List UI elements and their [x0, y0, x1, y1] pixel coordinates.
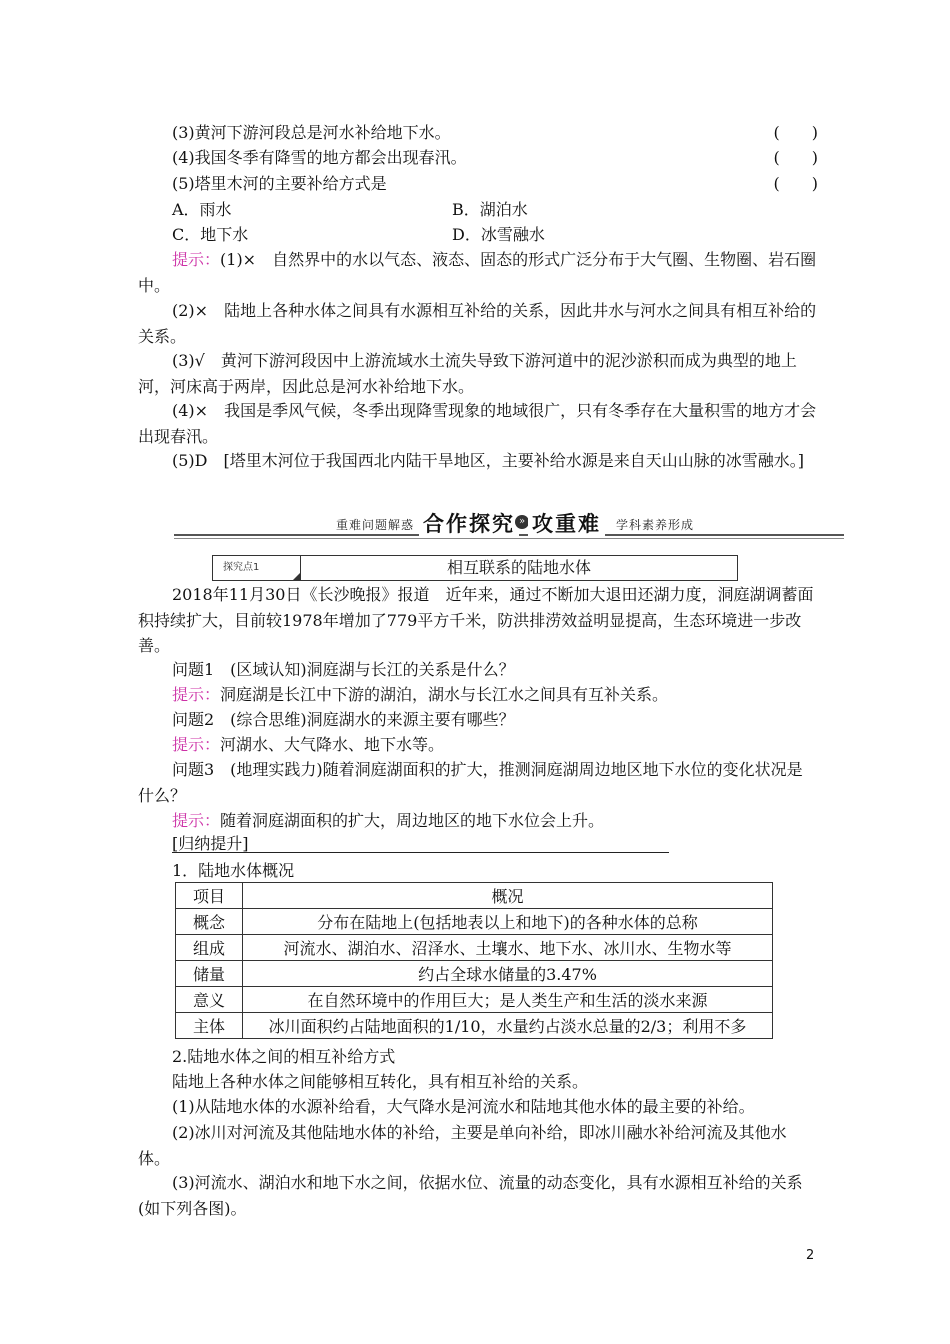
table-row	[176, 961, 773, 987]
hint-q2: 提示：河湖水、大气降水、地下水等。	[172, 735, 445, 754]
banner-left-text: 重难问题解惑	[336, 518, 415, 532]
hint-2: (2)× 陆地上各种水体之间具有水源相互补给的关系，因此井水与河水之间具有相互补给的关系。	[138, 301, 817, 346]
hint-q3: 提示：随着洞庭湖面积的扩大，周边地区的地下水位会上升。	[172, 811, 605, 830]
topic-tag: 探究点1	[213, 556, 301, 580]
table-cell: 主体	[176, 1013, 243, 1039]
table-cell: 储量	[176, 961, 243, 987]
overview-table	[175, 882, 773, 1039]
topic-title: 相互联系的陆地水体	[446, 558, 591, 577]
option-a: A．雨水	[172, 200, 232, 219]
section-2-point-1: (1)从陆地水体的水源补给看，大气降水是河流水和陆地其他水体的最主要的补给。	[172, 1097, 755, 1116]
hint-3: (3)√ 黄河下游河段因中上游流域水土流失导致下游河道中的泥沙淤积而成为典型的地上河，河床高于两岸，因此总是河水补给地下水。	[138, 351, 797, 396]
section-2-point-2: (2)冰川对河流及其他陆地水体的补给，主要是单向补给，即冰川融水补给河流及其他水体。	[138, 1123, 787, 1168]
section-banner	[174, 508, 844, 538]
section-2-heading: 2.陆地水体之间的相互补给方式	[172, 1047, 396, 1066]
option-b: B．湖泊水	[452, 200, 528, 219]
table-cell: 在自然环境中的作用巨大；是人类生产和生活的淡水来源	[243, 987, 773, 1013]
question-2: 问题2 (综合思维)洞庭湖水的来源主要有哪些？	[172, 710, 515, 729]
table-cell: 河流水、湖泊水、沼泽水、土壤水、地下水、冰川水、生物水等	[243, 935, 773, 961]
quiz-item-3: (3)黄河下游河段总是河水补给地下水。	[172, 123, 451, 142]
table-row	[176, 909, 773, 935]
table-cell: 约占全球水储量的3.47%	[243, 961, 773, 987]
answer-blank: ( )	[773, 174, 818, 193]
table-cell: 冰川面积约占陆地面积的1/10，水量约占淡水总量的2/3；利用不多	[243, 1013, 773, 1039]
table-row	[176, 1013, 773, 1039]
table-header-cell: 概况	[243, 883, 773, 909]
question-1: 问题1 (区域认知)洞庭湖与长江的关系是什么？	[172, 660, 515, 679]
table-header-row	[176, 883, 773, 909]
quiz-item-4: (4)我国冬季有降雪的地方都会出现春汛。	[172, 148, 467, 167]
section-2-intro: 陆地上各种水体之间能够相互转化，具有相互补给的关系。	[172, 1072, 589, 1091]
table-row	[176, 987, 773, 1013]
hint-q1: 提示：洞庭湖是长江中下游的湖泊，湖水与长江水之间具有互补关系。	[172, 685, 669, 704]
topic-header	[212, 555, 738, 581]
table-cell: 组成	[176, 935, 243, 961]
banner-rule	[174, 538, 844, 539]
answer-blank: ( )	[773, 148, 818, 167]
hint-5: (5)D [塔里木河位于我国西北内陆干旱地区，主要补给水源是来自天山山脉的冰雪融水。]	[172, 451, 804, 470]
intro-paragraph: 2018年11月30日《长沙晚报》报道 近年来，通过不断加大退田还湖力度，洞庭湖调蓄面积持续扩大，目前较1978年增加了779平方千米，防洪排涝效益明显提高，生态环境进一步改善。	[138, 585, 814, 655]
question-3: 问题3 (地理实践力)随着洞庭湖面积的扩大，推测洞庭湖周边地区地下水位的变化状况是什么？	[138, 760, 803, 805]
answer-blank: ( )	[773, 123, 818, 142]
option-d: D．冰雪融水	[452, 225, 545, 244]
arrow-icon: »	[515, 515, 529, 529]
hint-1: 提示：(1)× 自然界中的水以气态、液态、固态的形式广泛分布于大气圈、生物圈、岩石圈中。	[138, 250, 817, 295]
page-number: 2	[806, 1248, 815, 1263]
banner-title-2: 攻重难	[528, 508, 605, 538]
banner-right-text: 学科素养形成	[616, 518, 695, 532]
table-cell: 概念	[176, 909, 243, 935]
table-cell: 意义	[176, 987, 243, 1013]
table-row	[176, 935, 773, 961]
section-2-point-3: (3)河流水、湖泊水和地下水之间，依据水位、流量的动态变化，具有水源相互补给的关系(如下列各图)。	[138, 1173, 803, 1218]
table-header-cell: 项目	[176, 883, 243, 909]
table-cell: 分布在陆地上(包括地表以上和地下)的各种水体的总称	[243, 909, 773, 935]
section-1-heading: 1．陆地水体概况	[172, 861, 295, 880]
quiz-item-5: (5)塔里木河的主要补给方式是	[172, 174, 387, 193]
hint-4: (4)× 我国是季风气候，冬季出现降雪现象的地域很广，只有冬季存在大量积雪的地方才会出现春汛。	[138, 401, 817, 446]
option-c: C．地下水	[172, 225, 249, 244]
banner-title-1: 合作探究	[419, 508, 519, 538]
summary-heading: [归纳提升]	[172, 836, 669, 853]
